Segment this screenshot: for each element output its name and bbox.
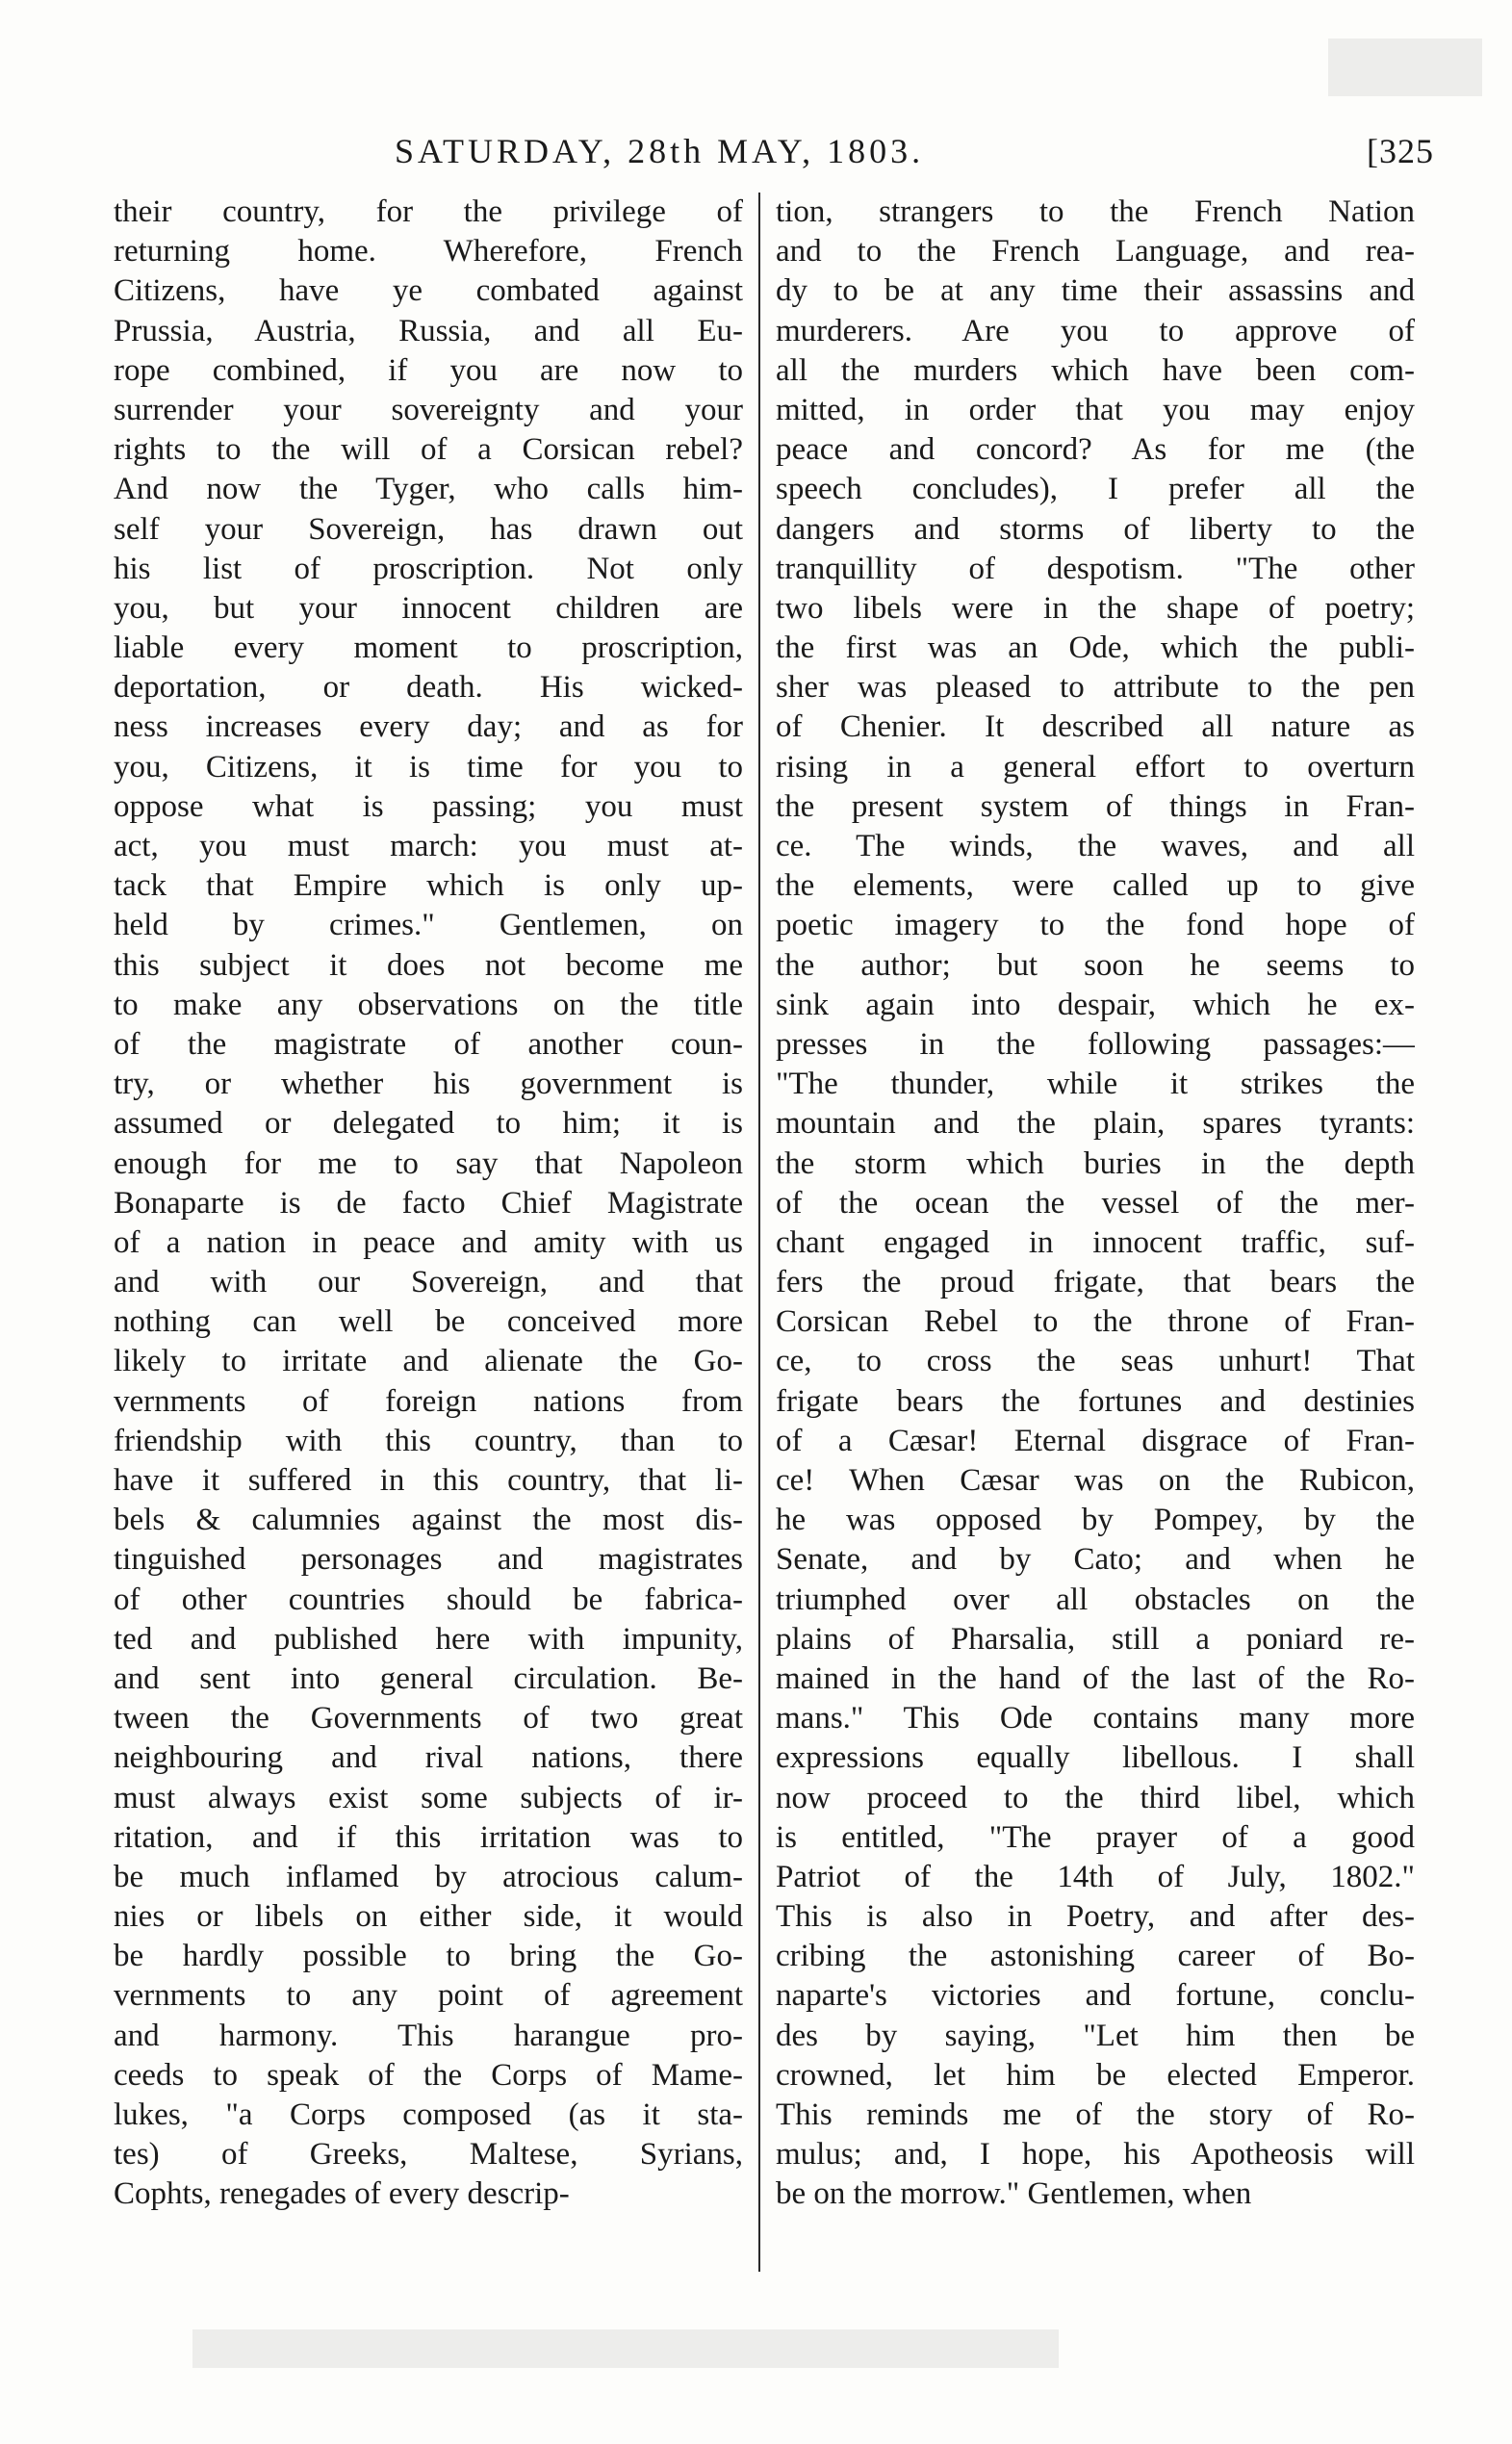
text-line: of the magistrate of another coun- [114, 1026, 743, 1062]
text-line: the author; but soon he seems to [776, 947, 1415, 983]
text-line: frigate bears the fortunes and destinies [776, 1383, 1415, 1419]
text-line: fers the proud frigate, that bears the [776, 1265, 1415, 1300]
text-line: crowned, let him be elected Emperor. [776, 2057, 1415, 2093]
text-line: nothing can well be conceived more [114, 1304, 743, 1340]
text-line: Cophts, renegades of every descrip- [114, 2176, 570, 2212]
text-line: deportation, or death. His wicked- [114, 670, 743, 706]
text-line: have it suffered in this country, that li- [114, 1463, 743, 1498]
text-line: you, Citizens, it is time for you to [114, 749, 743, 785]
text-line: rising in a general effort to overturn [776, 749, 1415, 785]
text-line: Bonaparte is de facto Chief Magistrate [114, 1185, 743, 1221]
text-line: the first was an Ode, which the publi- [776, 630, 1415, 666]
text-line: mained in the hand of the last of the Ro- [776, 1660, 1415, 1696]
text-line: speech concludes), I prefer all the [776, 472, 1415, 507]
text-line: Senate, and by Cato; and when he [776, 1542, 1415, 1578]
text-line: this subject it does not become me [114, 947, 743, 983]
text-line: sher was pleased to attribute to the pen [776, 670, 1415, 706]
text-line: his list of proscription. Not only [114, 551, 743, 586]
text-line: vernments of foreign nations from [114, 1383, 743, 1419]
text-line: mulus; and, I hope, his Apotheosis will [776, 2137, 1415, 2173]
text-line: Corsican Rebel to the throne of Fran- [776, 1304, 1415, 1340]
text-line: "The thunder, while it strikes the [776, 1067, 1415, 1102]
text-line: ce, to cross the seas unhurt! That [776, 1344, 1415, 1379]
text-line: rights to the will of a Corsican rebel? [114, 432, 743, 468]
text-line: try, or whether his government is [114, 1067, 743, 1102]
text-line: triumphed over all obstacles on the [776, 1582, 1415, 1617]
text-line: vernments to any point of agreement [114, 1978, 743, 2014]
text-line: mitted, in order that you may enjoy [776, 392, 1415, 427]
text-line: all the murders which have been com- [776, 352, 1415, 388]
text-line: returning home. Wherefore, French [114, 234, 743, 270]
text-line: rope combined, if you are now to [114, 352, 743, 388]
text-line: self your Sovereign, has drawn out [114, 511, 743, 547]
text-line: to make any observations on the title [114, 987, 743, 1022]
text-line: dy to be at any time their assassins and [776, 273, 1415, 309]
text-line: is entitled, "The prayer of a good [776, 1819, 1415, 1855]
text-line: bels & calumnies against the most dis- [114, 1503, 743, 1538]
text-line: This is also in Poetry, and after des- [776, 1899, 1415, 1935]
text-line: Patriot of the 14th of July, 1802." [776, 1859, 1415, 1894]
text-line: poetic imagery to the fond hope of [776, 908, 1415, 943]
text-line: neighbouring and rival nations, there [114, 1740, 743, 1776]
text-line: mans." This Ode contains many more [776, 1701, 1415, 1737]
text-line: and to the French Language, and rea- [776, 234, 1415, 270]
print-noise [1328, 39, 1482, 96]
text-line: murderers. Are you to approve of [776, 313, 1415, 348]
text-line: chant engaged in innocent traffic, suf- [776, 1224, 1415, 1260]
text-line: tween the Governments of two great [114, 1701, 743, 1737]
text-line: ce. The winds, the waves, and all [776, 829, 1415, 863]
text-line: the elements, were called up to give [776, 868, 1415, 904]
left-column [114, 193, 743, 2215]
text-line: tes) of Greeks, Maltese, Syrians, [114, 2137, 743, 2173]
text-line: sink again into despair, which he ex- [776, 987, 1415, 1022]
text-line: lukes, "a Corps composed (as it sta- [114, 2097, 743, 2132]
text-line: of other countries should be fabrica- [114, 1582, 743, 1617]
running-head: SATURDAY, 28th MAY, 1803. [395, 132, 925, 170]
text-line: and harmony. This harangue pro- [114, 2018, 743, 2053]
text-line: ritation, and if this irritation was to [114, 1819, 743, 1855]
text-line: expressions equally libellous. I shall [776, 1740, 1415, 1776]
text-line: and sent into general circulation. Be- [114, 1660, 743, 1696]
text-line: of the ocean the vessel of the mer- [776, 1185, 1415, 1221]
text-line: Citizens, have ye combated against [114, 273, 743, 309]
text-line: This reminds me of the story of Ro- [776, 2097, 1415, 2132]
text-line: oppose what is passing; you must [114, 788, 743, 824]
text-line: must always exist some subjects of ir- [114, 1780, 743, 1815]
text-line: mountain and the plain, spares tyrants: [776, 1106, 1415, 1142]
text-line: ted and published here with impunity, [114, 1621, 743, 1657]
text-line: likely to irritate and alienate the Go- [114, 1344, 743, 1379]
text-line: tranquillity of despotism. "The other [776, 551, 1415, 586]
text-line: and with our Sovereign, and that [114, 1265, 743, 1300]
text-line: And now the Tyger, who calls him- [114, 472, 743, 507]
text-line: naparte's victories and fortune, conclu- [776, 1978, 1415, 2014]
text-line: presses in the following passages:— [776, 1026, 1415, 1062]
text-line: be hardly possible to bring the Go- [114, 1939, 743, 1974]
text-line: of a nation in peace and amity with us [114, 1224, 743, 1260]
column-rule [758, 193, 760, 2272]
text-line: dangers and storms of liberty to the [776, 511, 1415, 547]
text-line: nies or libels on either side, it would [114, 1899, 743, 1935]
text-line: their country, for the privilege of [114, 194, 743, 229]
text-line: surrender your sovereignty and your [114, 392, 743, 427]
text-line: tinguished personages and magistrates [114, 1542, 743, 1578]
text-line: ceeds to speak of the Corps of Mame- [114, 2057, 743, 2093]
text-line: be on the morrow." Gentlemen, when [776, 2176, 1252, 2212]
print-noise [192, 2329, 1059, 2368]
text-line: liable every moment to proscription, [114, 630, 743, 666]
text-line: of Chenier. It described all nature as [776, 709, 1415, 745]
right-column [776, 193, 1415, 2215]
text-line: two libels were in the shape of poetry; [776, 590, 1415, 626]
text-line: tack that Empire which is only up- [114, 868, 743, 904]
page-number: [325 [1367, 132, 1434, 170]
text-line: peace and concord? As for me (the [776, 432, 1415, 468]
text-line: tion, strangers to the French Nation [776, 194, 1415, 229]
text-line: he was opposed by Pompey, by the [776, 1503, 1415, 1538]
text-line: ness increases every day; and as for [114, 709, 743, 745]
text-line: assumed or delegated to him; it is [114, 1106, 743, 1142]
page-header [395, 131, 1434, 179]
text-line: plains of Pharsalia, still a poniard re- [776, 1621, 1415, 1657]
text-line: Prussia, Austria, Russia, and all Eu- [114, 313, 743, 348]
text-line: the storm which buries in the depth [776, 1145, 1415, 1181]
text-line: now proceed to the third libel, which [776, 1780, 1415, 1815]
text-line: be much inflamed by atrocious calum- [114, 1859, 743, 1894]
text-line: enough for me to say that Napoleon [114, 1145, 743, 1181]
text-line: you, but your innocent children are [114, 590, 743, 626]
text-line: act, you must march: you must at- [114, 829, 743, 863]
text-line: cribing the astonishing career of Bo- [776, 1939, 1415, 1974]
text-line: the present system of things in Fran- [776, 788, 1415, 824]
text-line: held by crimes." Gentlemen, on [114, 908, 743, 943]
text-line: ce! When Cæsar was on the Rubicon, [776, 1463, 1415, 1498]
text-line: of a Cæsar! Eternal disgrace of Fran- [776, 1423, 1415, 1458]
text-line: friendship with this country, than to [114, 1423, 743, 1458]
text-line: des by saying, "Let him then be [776, 2018, 1415, 2053]
